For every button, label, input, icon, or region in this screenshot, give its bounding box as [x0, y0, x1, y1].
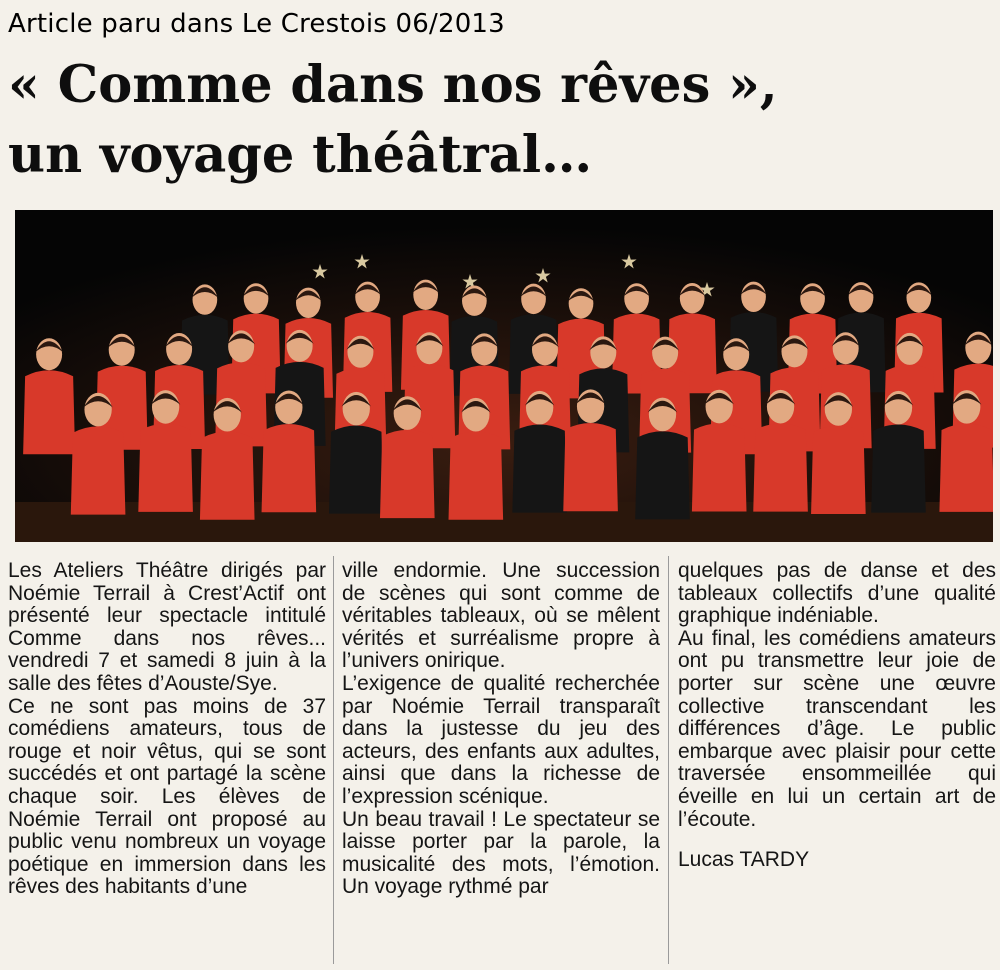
person-body — [563, 423, 618, 511]
person-body — [449, 431, 504, 519]
paragraph: L’exigence de qualité recherchée par Noémie Terrail transparaît dans la justesse du jeu des acteurs, des enfants aux adultes, ainsi que dans la richesse de l’expression scénique. — [342, 671, 660, 808]
column-divider — [668, 556, 669, 964]
person-body — [635, 431, 690, 519]
paragraph: ville endormie. Une succession de scènes qui sont comme de véritables tableaux, où se mêlent vérités et surréalisme propre à l’univers onirique. — [342, 559, 660, 673]
article-author: Lucas TARDY — [678, 848, 810, 872]
person-body — [939, 424, 993, 512]
person-body — [329, 425, 384, 513]
headline-line-1: « Comme dans nos rêves », — [8, 55, 778, 115]
person-body — [71, 426, 126, 514]
group-photo — [15, 210, 993, 542]
person-body — [692, 423, 747, 511]
person-body — [23, 370, 75, 454]
article-source-caption: Article paru dans Le Crestois 06/2013 — [8, 9, 505, 39]
group-photo-icon — [15, 210, 993, 542]
headline-line-2: un voyage théâtral… — [8, 125, 593, 185]
article-headline — [8, 50, 993, 190]
column-divider — [333, 556, 334, 964]
article-column-2 — [342, 560, 660, 965]
paragraph: quelques pas de danse et des tableaux collectifs d’une qualité graphique indéniable. — [678, 559, 996, 628]
person-body — [380, 430, 435, 518]
paragraph: Un beau travail ! Le spectateur se laisse porter par la parole, la musicalité des mots, l’émotion. Un voyage rythmé par — [342, 807, 660, 899]
paragraph: Les Ateliers Théâtre dirigés par Noémie Terrail à Crest’Actif ont présenté leur spectacle intitulé Comme dans nos rêves... vendredi 7 et samedi 8 juin à la salle des fêtes d’Aouste/Sye. — [8, 559, 326, 695]
person-body — [262, 424, 317, 512]
paragraph: Au final, les comédiens amateurs ont pu transmettre leur joie de porter sur scène une œuvre collective transcendant les différences d’âge. Le public embarque avec plaisir pour cette traversée ensommeillée qui éveille en lui un certain art de l’écoute. — [678, 626, 996, 831]
paragraph: Ce ne sont pas moins de 37 comédiens amateurs, tous de rouge et noir vêtus, qui se sont succédés et ont partagé la scène chaque soir. Les élèves de Noémie Terrail ont proposé au public venu nombreux un voyage poétique en immersion dans les rêves des habitants d’une — [8, 694, 326, 899]
person-body — [753, 423, 808, 511]
person-body — [138, 424, 193, 512]
person-body — [200, 432, 255, 520]
person-body — [811, 426, 866, 514]
article-column-1 — [8, 560, 326, 965]
person-body — [871, 424, 926, 512]
article-column-3 — [678, 560, 996, 965]
person-body — [512, 424, 567, 512]
